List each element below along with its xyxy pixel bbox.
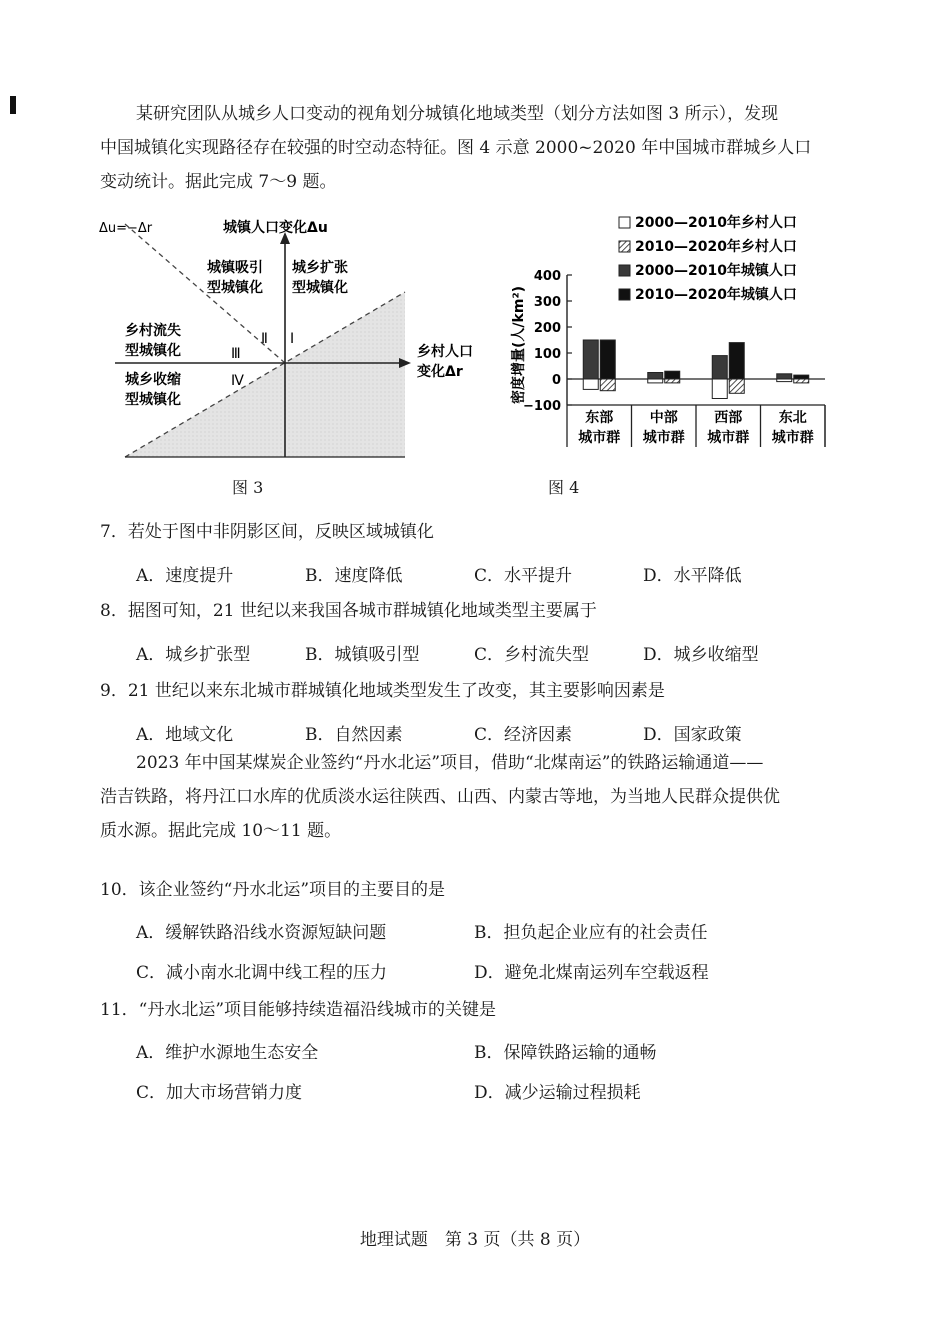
category-label: 城市群 (771, 430, 814, 446)
x-axis-label-line1: 乡村人口 (417, 344, 473, 360)
region-label-shrink: 城乡收缩 (125, 372, 181, 388)
figure-3-caption: 图 3 (232, 478, 264, 497)
q8-option-d: D．城乡收缩型 (643, 645, 759, 665)
category-label: 城市群 (707, 430, 750, 446)
y-tick-label: 0 (551, 373, 561, 388)
q8-option-b: B．城镇吸引型 (305, 645, 420, 665)
q7-option-d: D．水平降低 (643, 566, 742, 586)
legend-label: 2010—2020年城镇人口 (635, 287, 797, 303)
intro2-line: 浩吉铁路，将丹江口水库的优质淡水运往陕西、山西、内蒙古等地，为当地人民群众提供优 (100, 787, 780, 807)
roman-label-3: Ⅲ (231, 346, 241, 362)
intro-paragraph-2 (100, 746, 860, 848)
legend-swatch (619, 265, 630, 276)
legend-label: 2000—2010年城镇人口 (635, 263, 797, 279)
bar (712, 356, 727, 379)
q11-option-b: B．保障铁路运输的通畅 (474, 1043, 657, 1063)
bar (583, 340, 598, 379)
q11-option-c: C．加大市场营销力度 (136, 1083, 303, 1103)
margin-mark (10, 96, 16, 114)
category-label: 西部 (714, 410, 743, 426)
bar (777, 374, 792, 379)
category-label: 东部 (585, 410, 614, 426)
question-7: 7．若处于图中非阴影区间，反映区域城镇化 (100, 522, 434, 542)
bar (712, 379, 727, 399)
bar (600, 379, 615, 391)
figure-3-diagram (95, 210, 473, 470)
intro1-line: 变动统计。据此完成 7～9 题。 (100, 172, 337, 192)
page-footer: 地理试题 第 3 页（共 8 页） (359, 1230, 591, 1250)
region-label-rural-loss: 乡村流失 (125, 323, 181, 339)
figure-4-caption: 图 4 (548, 478, 580, 497)
category-label: 城市群 (578, 430, 621, 446)
y-tick-label: −100 (522, 399, 561, 414)
roman-label-4: Ⅳ (231, 373, 244, 389)
bar (665, 371, 680, 379)
bar (665, 379, 680, 383)
region-label-urban-attract: 城镇吸引 (207, 260, 263, 276)
intro2-line: 质水源。据此完成 10～11 题。 (100, 821, 342, 841)
legend-swatch (619, 217, 630, 228)
bar (729, 343, 744, 379)
bar (583, 379, 598, 389)
q7-option-a: A．速度提升 (136, 566, 234, 586)
question-8: 8．据图可知，21 世纪以来我国各城市群城镇化地域类型主要属于 (100, 601, 597, 621)
legend-label: 2000—2010年乡村人口 (635, 215, 797, 231)
figure-4-chart (505, 215, 835, 455)
q9-option-b: B．自然因素 (305, 725, 403, 745)
intro1-line: 某研究团队从城乡人口变动的视角划分城镇化地域类型（划分方法如图 3 所示），发现 (136, 104, 779, 124)
question-11: 11．“丹水北运”项目能够持续造福沿线城市的关键是 (100, 1000, 497, 1020)
q9-option-d: D．国家政策 (643, 725, 742, 745)
q8-option-a: A．城乡扩张型 (136, 645, 251, 665)
q9-option-a: A．地域文化 (136, 725, 234, 745)
diagonal-label: Δu=−Δr (99, 221, 153, 236)
question-10: 10．该企业签约“丹水北运”项目的主要目的是 (100, 880, 446, 900)
region-label-rural-loss: 型城镇化 (125, 343, 181, 359)
q7-option-c: C．水平提升 (474, 566, 573, 586)
bar (794, 379, 809, 383)
q11-option-d: D．减少运输过程损耗 (474, 1083, 641, 1103)
y-tick-label: 400 (533, 269, 561, 284)
category-label: 中部 (649, 410, 678, 426)
q10-option-a: A．缓解铁路沿线水资源短缺问题 (136, 923, 387, 943)
intro-paragraph-1 (100, 97, 860, 199)
roman-label-1: Ⅰ (290, 331, 295, 347)
y-axis-label: 城镇人口变化Δu (223, 220, 328, 236)
question-9: 9．21 世纪以来东北城市群城镇化地域类型发生了改变，其主要影响因素是 (100, 681, 665, 701)
q11-option-a: A．维护水源地生态安全 (136, 1043, 319, 1063)
y-tick-label: 100 (533, 347, 561, 362)
q7-option-b: B．速度降低 (305, 566, 403, 586)
bar (729, 379, 744, 393)
q10-option-c: C．减小南水北调中线工程的压力 (136, 963, 388, 983)
roman-label-2: Ⅱ (261, 331, 268, 347)
region-label-shrink: 型城镇化 (125, 392, 181, 408)
region-label-urban-attract: 型城镇化 (207, 280, 263, 296)
q10-option-b: B．担负起企业应有的社会责任 (474, 923, 708, 943)
legend-label: 2010—2020年乡村人口 (635, 239, 797, 255)
bar (600, 340, 615, 379)
x-axis-label-line2: 变化Δr (417, 364, 463, 380)
y-axis-title: 密度增量(人/km²) (511, 286, 527, 404)
category-label: 东北 (778, 410, 807, 426)
region-label-expand: 型城镇化 (292, 280, 348, 296)
q10-option-d: D．避免北煤南运列车空载返程 (474, 963, 709, 983)
q9-option-c: C．经济因素 (474, 725, 573, 745)
legend-swatch (619, 241, 630, 252)
region-label-expand: 城乡扩张 (292, 260, 348, 276)
bar (648, 373, 663, 380)
bar (648, 379, 663, 383)
intro1-line: 中国城镇化实现路径存在较强的时空动态特征。图 4 示意 2000~2020 年中国城市群城乡人口 (100, 138, 812, 158)
bar (794, 375, 809, 379)
category-label: 城市群 (642, 430, 685, 446)
y-tick-label: 200 (533, 321, 561, 336)
q8-option-c: C．乡村流失型 (474, 645, 590, 665)
intro2-line: 2023 年中国某煤炭企业签约“丹水北运”项目，借助“北煤南运”的铁路运输通道—— (136, 753, 764, 773)
y-tick-label: 300 (533, 295, 561, 310)
legend-swatch (619, 289, 630, 300)
